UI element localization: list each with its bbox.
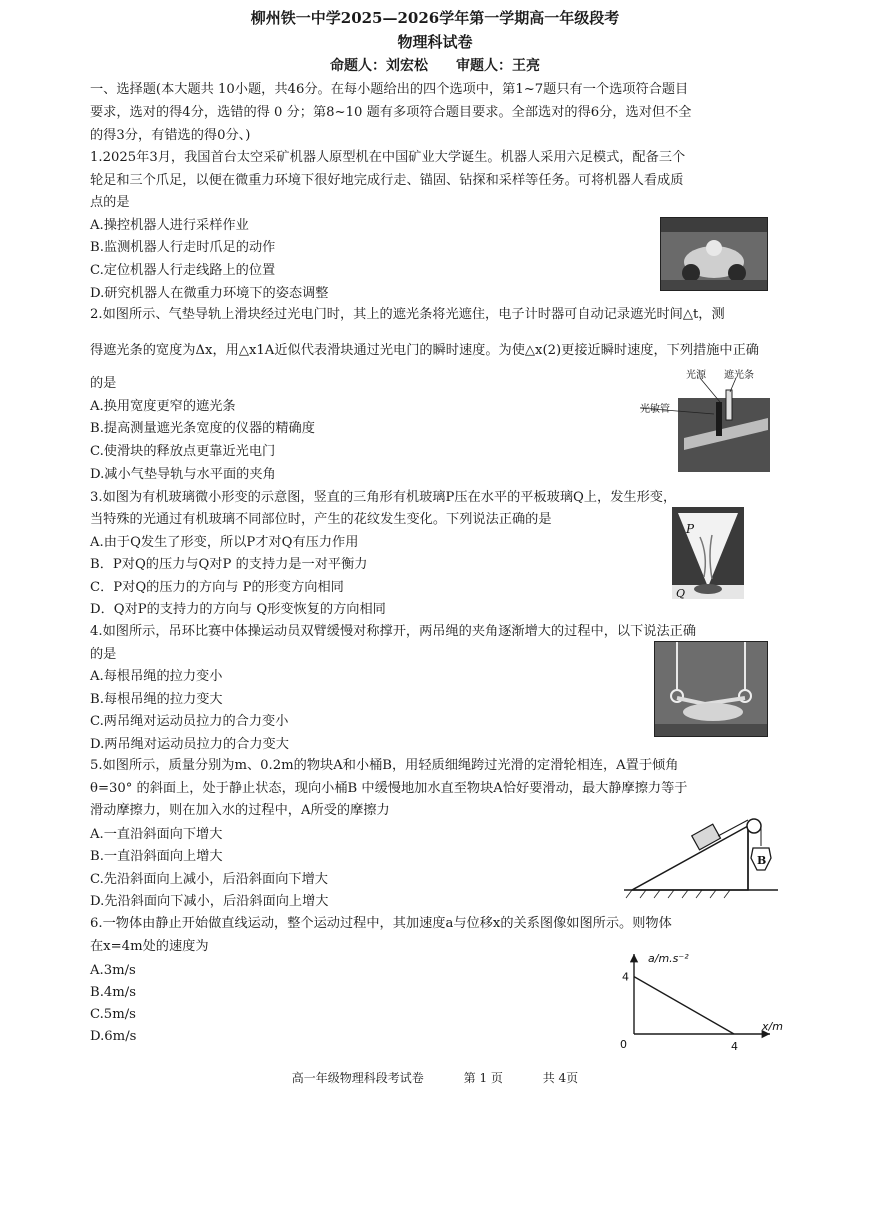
option-b: B.监测机器人行走时爪足的动作	[90, 240, 276, 255]
option-c: C.两吊绳对运动员拉力的合力变小	[90, 714, 289, 729]
question-stem: 轮足和三个爪足，以便在微重力环境下很好地完成行走、锚固、钻探和采样等任务。可将机器人看成质	[90, 173, 684, 188]
air-track-figure	[640, 368, 770, 472]
question-stem: 当特殊的光通过有机玻璃不同部位时，产生的花纹发生变化。下列说法正确的是	[90, 512, 552, 527]
y-tick-label: 4	[622, 970, 629, 984]
option-a: A.3m/s	[90, 963, 136, 978]
exam-subtitle: 物理科试卷	[397, 33, 473, 51]
section-intro-line: 的得3分，有错选的得0分、)	[90, 128, 251, 143]
exam-title: 柳州铁一中学2025—2026学年第一学期高一年级段考	[250, 9, 620, 27]
question-stem: 的是	[90, 647, 117, 662]
a-x-graph	[610, 948, 790, 1058]
option-a: A.操控机器人进行采样作业	[90, 218, 249, 233]
option-a: A.由于Q发生了形变，所以P才对Q有压力作用	[90, 535, 359, 550]
option-b: B．P对Q的压力与Q对P 的支持力是一对平衡力	[90, 557, 368, 572]
exam-authors: 命题人：刘宏松 审题人：王亮	[330, 58, 540, 74]
photo-tube-label: 光敏管	[640, 404, 670, 415]
series-line-a-vs-x	[634, 977, 734, 1034]
glass-deformation-figure	[672, 507, 744, 599]
question-stem: 1.2025年3月，我国首台太空采矿机器人原型机在中国矿业大学诞生。机器人采用六足模式，配备三个	[90, 150, 686, 165]
light-source-label: 光源	[686, 370, 706, 381]
label-p: P	[686, 522, 695, 536]
x-axis-label: x/m	[762, 1020, 783, 1033]
question-stem: 2.如图所示、气垫导轨上滑块经过光电门时，其上的遮光条将光遮住，电子计时器可自动记录遮光时间△t，测	[90, 307, 725, 322]
question-stem: 的是	[90, 376, 117, 391]
option-b: B.每根吊绳的拉力变大	[90, 692, 223, 707]
option-b: B.一直沿斜面向上增大	[90, 849, 223, 864]
question-stem: 5.如图所示，质量分别为m、0.2m的物块A和小桶B，用轻质细绳跨过光滑的定滑轮相连，A置于倾角	[90, 758, 679, 773]
footer-page-number: 第 1 页	[463, 1071, 503, 1085]
y-axis-label: a/m.s⁻²	[648, 952, 689, 965]
footer-exam-name: 高一年级物理科段考试卷	[291, 1071, 424, 1085]
label-q: Q	[676, 587, 686, 599]
section-intro-line: 一、选择题(本大题共 10小题，共46分。在每小题给出的四个选项中，第1~7题只有一个选项符合题目	[90, 82, 689, 97]
page-footer	[0, 1069, 870, 1086]
option-d: D.研究机器人在微重力环境下的姿态调整	[90, 286, 329, 301]
bucket-b-label: B	[757, 854, 767, 867]
option-d: D.6m/s	[90, 1029, 137, 1044]
option-c: C.使滑块的释放点更靠近光电门	[90, 444, 276, 459]
footer-total-pages: 共 4页	[542, 1071, 579, 1085]
option-d: D.两吊绳对运动员拉力的合力变大	[90, 737, 289, 752]
question-stem: 得遮光条的宽度为Δx，用△x1A近似代表滑块通过光电门的瞬时速度。为使△x(2)更接近瞬时速度，下列措施中正确	[90, 343, 759, 358]
shading-strip-label: 遮光条	[724, 370, 754, 381]
question-stem: 滑动摩擦力，则在加入水的过程中，A所受的摩擦力	[90, 803, 390, 818]
option-b: B.提高测量遮光条宽度的仪器的精确度	[90, 421, 315, 436]
option-d: D.先沿斜面向下减小，后沿斜面向上增大	[90, 894, 329, 909]
option-a: A.换用宽度更窄的遮光条	[90, 399, 236, 414]
question-stem: 3.如图为有机玻璃微小形变的示意图，竖直的三角形有机玻璃P压在水平的平板玻璃Q上，发生形变，	[90, 490, 677, 505]
option-c: C.5m/s	[90, 1007, 136, 1022]
question-stem: 点的是	[90, 195, 130, 210]
rings-gymnast-photo	[654, 641, 768, 737]
x-tick-label: 4	[731, 1040, 738, 1053]
option-d: D．Q对P的支持力的方向与 Q形变恢复的方向相同	[90, 602, 386, 617]
option-a: A.一直沿斜面向下增大	[90, 827, 223, 842]
option-d: D.减小气垫导轨与水平面的夹角	[90, 467, 276, 482]
origin-label: 0	[620, 1038, 627, 1051]
option-c: C.定位机器人行走线路上的位置	[90, 263, 276, 278]
option-c: C.先沿斜面向上减小，后沿斜面向下增大	[90, 872, 328, 887]
option-a: A.每根吊绳的拉力变小	[90, 669, 223, 684]
question-stem: 在x=4m处的速度为	[90, 939, 209, 954]
option-c: C．P对Q的压力的方向与 P的形变方向相同	[90, 580, 344, 595]
incline-pulley-figure	[622, 812, 782, 900]
question-stem: 6.一物体由静止开始做直线运动，整个运动过程中，其加速度a与位移x的关系图像如图所示。则物体	[90, 916, 672, 931]
question-stem: 4.如图所示，吊环比赛中体操运动员双臂缓慢对称撑开，两吊绳的夹角逐渐增大的过程中，以下说法正确	[90, 624, 697, 639]
option-b: B.4m/s	[90, 985, 136, 1000]
question-stem: θ=30° 的斜面上，处于静止状态，现向小桶B 中缓慢地加水直至物块A恰好要滑动，最大静摩擦力等于	[90, 781, 688, 796]
robot-photo	[660, 217, 768, 291]
section-intro-line: 要求，选对的得4分，选错的得 0 分；第8~10 题有多项符合题目要求。全部选对的得6分，选对但不全	[90, 105, 692, 120]
